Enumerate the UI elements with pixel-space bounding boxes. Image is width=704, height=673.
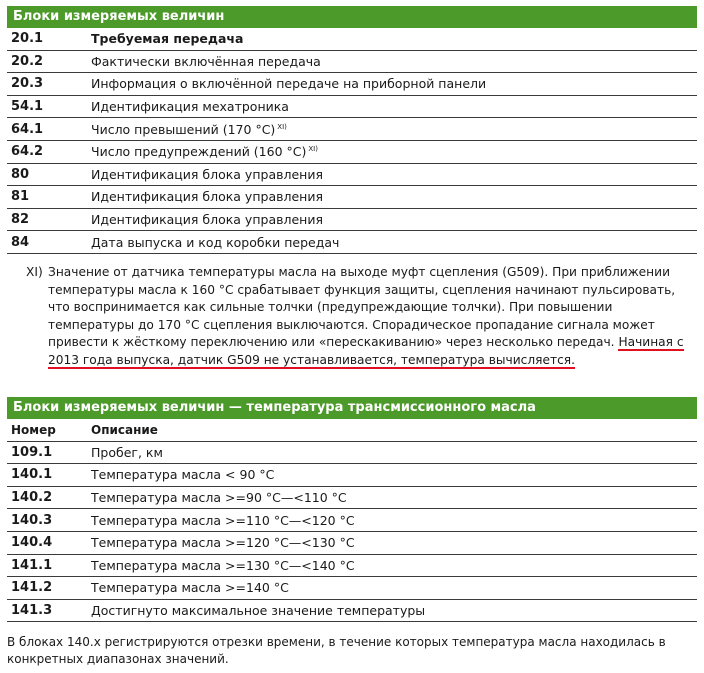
column-header-row [7,419,697,442]
row-number: 64.2 [11,144,44,160]
description-text: Требуемая передача [91,31,244,47]
description-text: Температура масла >=120 °C—<130 °C [91,535,355,551]
row-number: 84 [11,234,30,250]
row-number: 20.3 [11,76,44,92]
description-text: Пробег, км [91,444,163,460]
description-text: Информация о включённой передаче на приборной панели [91,76,487,92]
row-description [91,144,697,159]
table-row [7,487,697,510]
description-text: Температура масла >=140 °C [91,580,289,596]
table-header: Блоки измеряемых величин — температура трансмиссионного масла [7,397,697,419]
description-text: Температура масла >=130 °C—<140 °C [91,557,355,573]
table-row [7,141,697,164]
table-row [7,577,697,600]
table-row [7,186,697,209]
description-text: Идентификация мехатроника [91,99,289,115]
oil-temperature-table [7,397,697,622]
footnote-ref: XI) [308,145,318,154]
row-number: 141.2 [11,580,53,596]
measured-values-table [7,6,697,254]
row-number: 109.1 [11,444,53,460]
row-description [91,189,697,204]
table-row [7,532,697,555]
row-description [91,580,697,595]
description-text: Температура масла >=90 °C—<110 °C [91,490,347,506]
row-number: 140.4 [11,535,53,551]
col-num-header: Номер [11,422,56,437]
row-number: 54.1 [11,99,44,115]
row-description [91,467,697,482]
table-header: Блоки измеряемых величин [7,6,697,28]
description-text: Температура масла < 90 °C [91,467,275,483]
row-description [91,535,697,550]
footnote-ref: XI) [277,122,287,131]
description-text: Температура масла >=110 °C—<120 °C [91,512,355,528]
row-description [91,167,697,182]
table-row [7,509,697,532]
row-description [91,235,697,250]
description-text: Фактически включённая передача [91,53,321,69]
col-desc-header: Описание [91,422,158,437]
table-body [7,28,697,254]
row-number: 20.1 [11,31,44,47]
description-text: Идентификация блока управления [91,166,323,182]
row-description [91,76,697,91]
row-description [91,99,697,114]
row-description [91,558,697,573]
description-text: Число превышений (170 °C) [91,121,276,137]
row-description [91,212,697,227]
row-number: 81 [11,189,30,205]
table-row [7,96,697,119]
row-number: 82 [11,212,30,228]
table-row [7,209,697,232]
table-row [7,73,697,96]
table-row [7,464,697,487]
table-row [7,231,697,254]
footnote [26,264,698,370]
table-row [7,555,697,578]
row-number: 141.3 [11,603,53,619]
description-text: Число предупреждений (160 °C) [91,144,307,160]
table-row [7,600,697,623]
table-row [7,164,697,187]
row-description [91,31,697,46]
row-description [91,490,697,505]
footnote-highlighted: Начиная с 2013 года выпуска, датчик G509 не устанавливается, температура вычисляется. [48,335,684,367]
table-body [7,442,697,623]
row-description [91,603,697,618]
row-number: 140.1 [11,467,53,483]
table-row [7,28,697,51]
table-row [7,51,697,74]
row-number: 64.1 [11,121,44,137]
table-row [7,442,697,465]
description-text: Идентификация блока управления [91,212,323,228]
row-number: 80 [11,166,30,182]
footnote-text [48,264,698,370]
row-description [91,445,697,460]
row-number: 140.3 [11,512,53,528]
footnote-mark: XI) [26,265,43,279]
row-description [91,54,697,69]
row-number: 140.2 [11,490,53,506]
row-number: 20.2 [11,53,44,69]
description-text: Достигнуто максимальное значение температуры [91,603,426,619]
bottom-note: В блоках 140.x регистрируются отрезки времени, в течение которых температура масла находилась в конкретных диапазонах значений. [7,635,666,666]
description-text: Идентификация блока управления [91,189,323,205]
row-description [91,122,697,137]
row-number: 141.1 [11,557,53,573]
description-text: Дата выпуска и код коробки передач [91,234,340,250]
footnote-body: Значение от датчика температуры масла на выходе муфт сцепления (G509). При приближении температуры масла к 160 °C срабатывает функция защиты, сцепления начинают пульсировать, что воспринимается как сильные толчки (предупреждающие толчки). При повышении температуры до 170 °C сцепления выключаются. Спорадическое пропадание сигнала может привести к жёсткому переключению или «перескакиванию» через несколько передач. [48,265,676,350]
table-row [7,118,697,141]
row-description [91,513,697,528]
